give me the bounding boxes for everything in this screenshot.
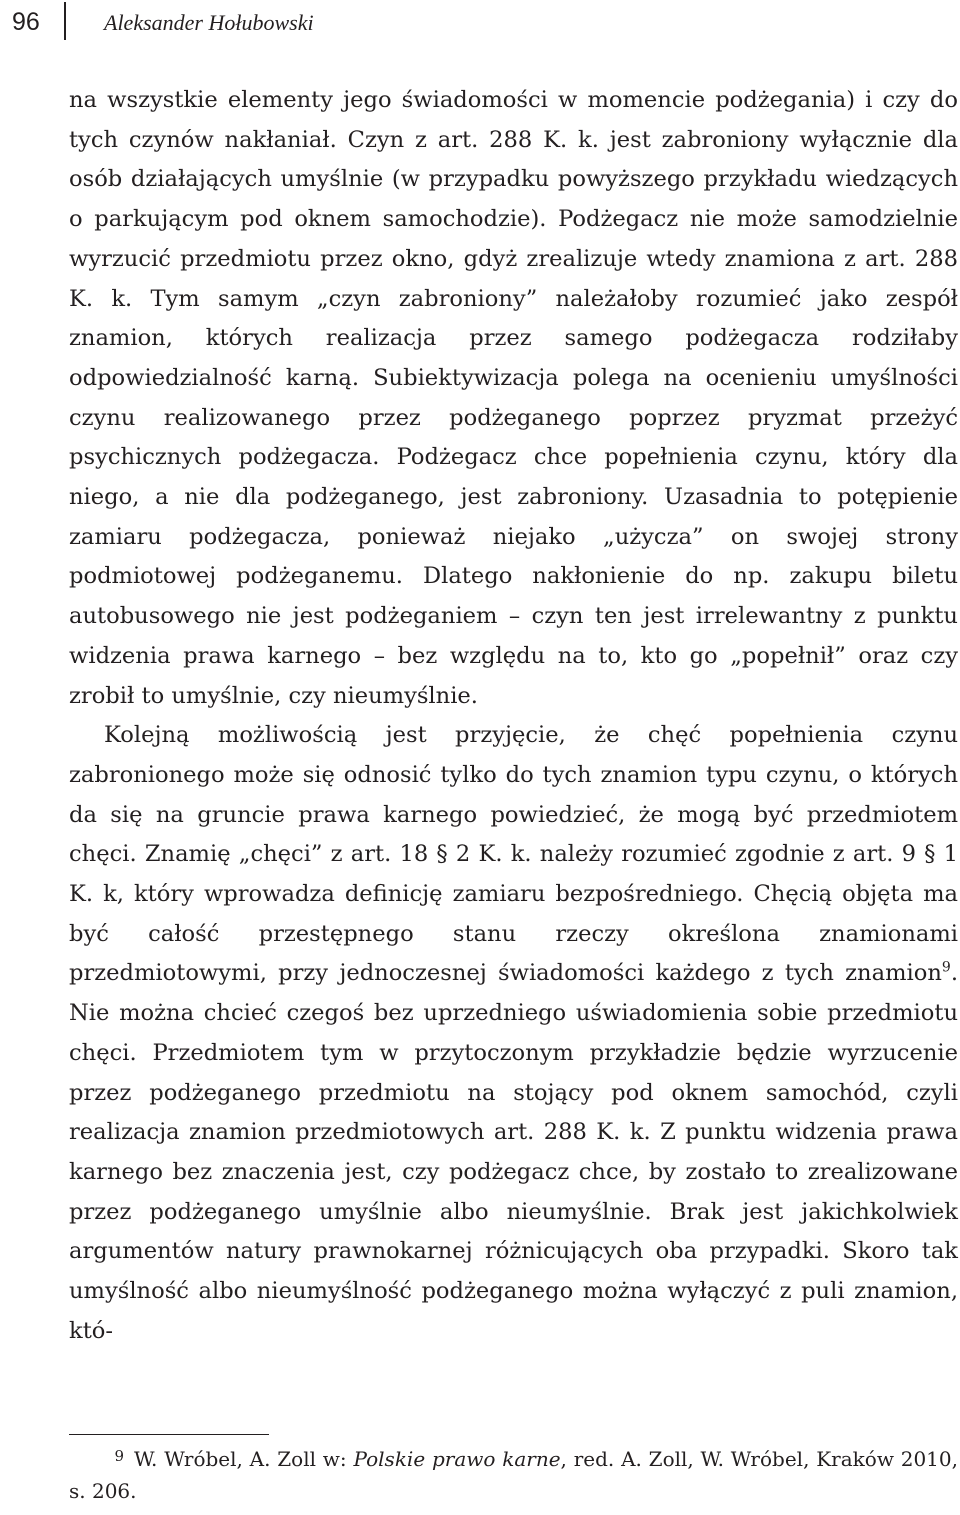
paragraph-2 [69, 716, 958, 1351]
footnote-rest: , red. A. Zoll, W. Wróbel, Kraków 2010, s. 206. [69, 1447, 958, 1503]
paragraph-2-part-1: Kolejną możliwością jest przyjęcie, że chęć popełnienia czynu zabronionego może się odnosić tylko do tych znamion typu czynu, o których da się na gruncie prawa karnego powiedzieć, że mogą być przedmiotem chęci. Znamię „chęci” z art. 18 § 2 K. k. należy rozumieć zgodnie z art. 9 § 1 K. k, który wprowadza definicję zamiaru bezpośredniego. Chęcią objęta ma być całość przestępnego stanu rzeczy określona znamionami przedmiotowymi, przy jednoczesnej świadomości każdego z tych znamion [69, 722, 958, 987]
footnote-title: Polskie prawo karne [353, 1447, 561, 1471]
footnote-separator [69, 1434, 269, 1435]
footnote-authors: W. Wróbel, A. Zoll w: [134, 1447, 354, 1471]
paragraph-2-part-2: . Nie można chcieć czegoś bez uprzedniego uświadomienia sobie przedmiotu chęci. Przedmiotem tym w przytoczonym przykładzie będzie wyrzucenie przez podżeganego przedmiotu na stojący pod oknem samochód, czyli realizacja znamion przedmiotowych art. 288 K. k. Z punktu widzenia prawa karnego bez znaczenia jest, czy podżegacz chce, by zostało to zrealizowane przez podżeganego umyślnie albo nieumyślnie. Brak jest jakichkolwiek argumentów natury prawnokarnej różnicujących oba przypadki. Skoro tak umyślność albo nieumyślność podżeganego można wyłączyć z puli znamion, któ- [69, 960, 958, 1344]
paragraph-1: na wszystkie elementy jego świadomości w momencie podżegania) i czy do tych czynów nakłaniał. Czyn z art. 288 K. k. jest zabroniony wyłącznie dla osób działających umyślnie (w przypadku powyższego przykładu wiedzących o parkującym pod oknem samochodzie). Podżegacz nie może samodzielnie wyrzucić przedmiotu przez okno, gdyż zrealizuje wtedy znamiona z art. 288 K. k. Tym samym „czyn zabroniony” należałoby rozumieć jako zespół znamion, których realizacja przez samego podżegacza rodziłaby odpowiedzialność karną. Subiektywizacja polega na ocenieniu umyślności czynu realizowanego przez podżeganego poprzez pryzmat przeżyć psychicznych podżegacza. Podżegacz chce popełnienia czynu, który dla niego, a nie dla podżeganego, jest zabroniony. Uzasadnia to potępienie zamiaru podżegacza, ponieważ niejako „użycza” on swojej strony podmiotowej podżeganemu. Dlatego nakłonienie do np. zakupu biletu autobusowego nie jest podżeganiem – czyn ten jest irrelewantny z punktu widzenia prawa karnego – bez względu na to, kto go „popełnił” oraz czy zrobił to umyślnie, czy nieumyślnie. [69, 87, 958, 709]
page-number: 96 [12, 8, 40, 36]
page-header [0, 0, 960, 46]
running-head-author: Aleksander Hołubowski [104, 10, 314, 35]
footnote [69, 1440, 958, 1507]
footnote-number: 9 [114, 1447, 124, 1465]
body-text [69, 81, 958, 1352]
header-divider [64, 2, 66, 40]
footnote-reference[interactable]: 9 [941, 959, 951, 976]
